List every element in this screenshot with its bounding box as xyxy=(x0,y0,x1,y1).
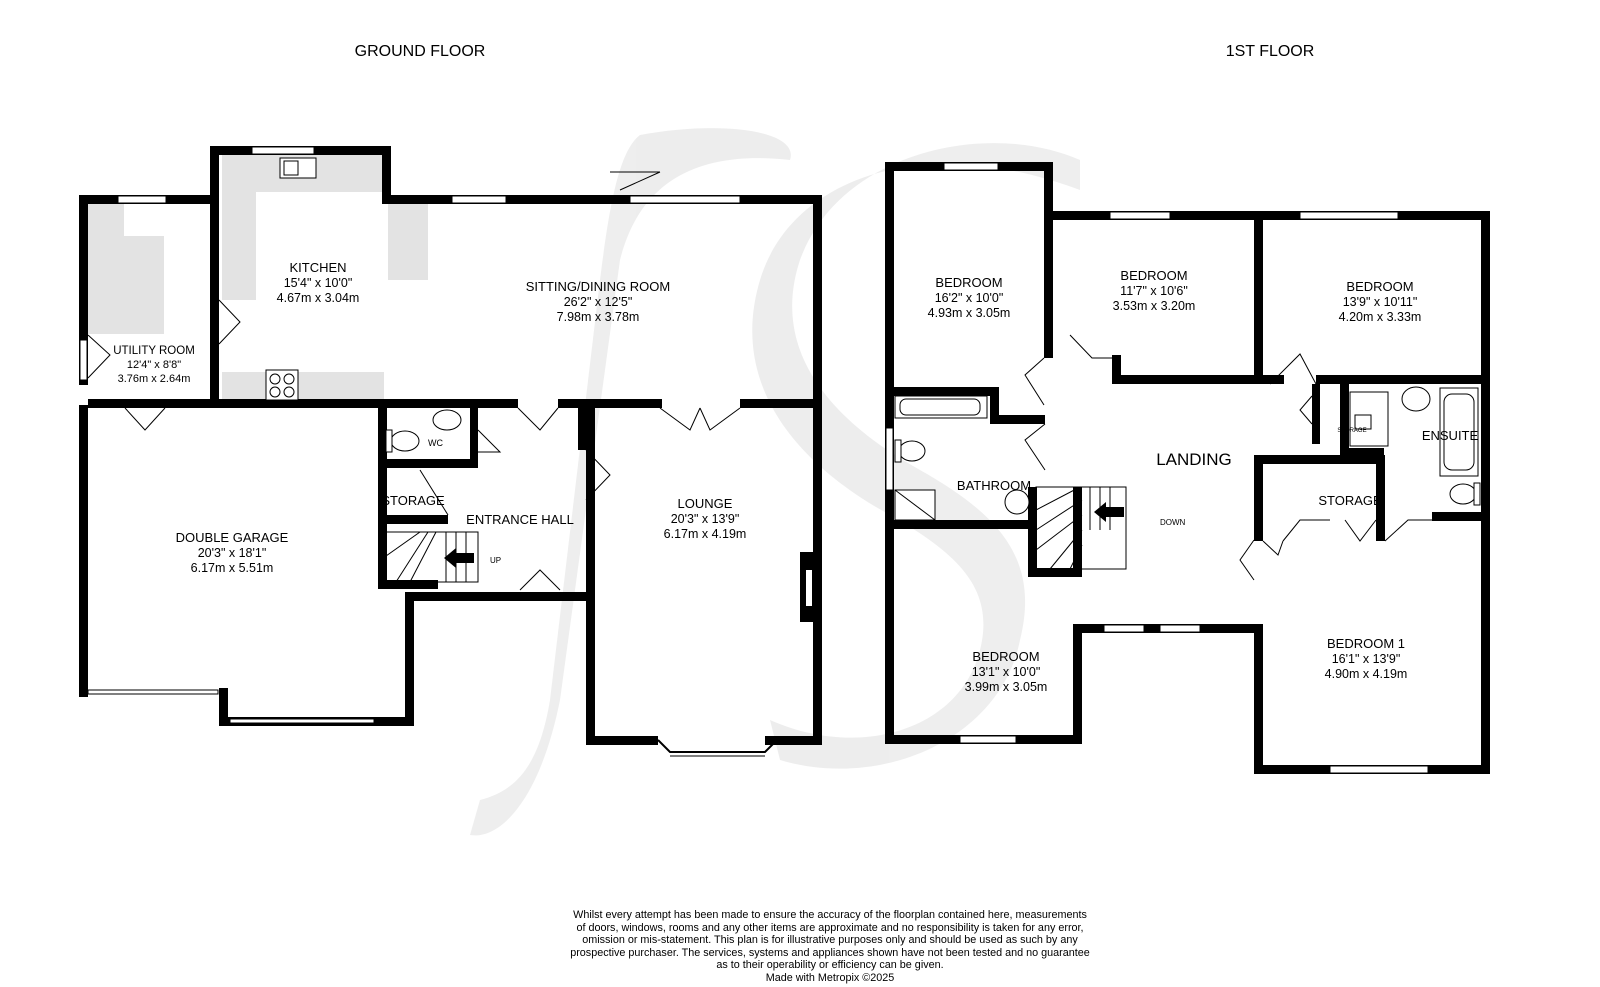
room-dimensions-imperial: 13'1" x 10'0" xyxy=(971,665,1041,679)
kitchen-sink-icon xyxy=(280,158,316,178)
ensuite-basin-icon xyxy=(1402,387,1430,411)
first-floor-plan xyxy=(885,162,1490,774)
room-dimensions-imperial: 11'7" x 10'6" xyxy=(1120,284,1188,298)
room-dimensions-metric: 3.53m x 3.20m xyxy=(1112,299,1196,313)
room-bedroom-a xyxy=(928,275,1011,320)
disclaimer-line: Whilst every attempt has been made to ensure the accuracy of the floorplan contained here, measurements xyxy=(573,909,1087,921)
ensuite-toilet-icon xyxy=(1450,483,1480,505)
room-name: BEDROOM xyxy=(935,275,1003,290)
room-name: LOUNGE xyxy=(677,496,733,511)
ground-floor-title: GROUND FLOOR xyxy=(354,43,486,60)
room-dimensions-metric: 4.93m x 3.05m xyxy=(927,306,1011,320)
room-name: DOUBLE GARAGE xyxy=(175,530,289,545)
bath-icon xyxy=(895,396,987,418)
room-name: KITCHEN xyxy=(289,260,347,275)
room-double-garage xyxy=(176,530,289,575)
ensuite-label: ENSUITE xyxy=(1421,428,1479,443)
room-dimensions-metric: 6.17m x 5.51m xyxy=(190,561,274,575)
room-bedroom-1 xyxy=(1325,636,1408,681)
room-dimensions-imperial: 16'1" x 13'9" xyxy=(1331,652,1401,666)
room-dimensions-metric: 6.17m x 4.19m xyxy=(663,527,747,541)
room-name: BEDROOM xyxy=(1120,268,1188,283)
room-dimensions-imperial: 15'4" x 10'0" xyxy=(283,276,353,290)
room-dimensions-imperial: 13'9" x 10'11" xyxy=(1342,295,1418,309)
wc-basin-icon xyxy=(433,410,461,430)
storage-label: STORAGE xyxy=(381,493,445,508)
hob-icon xyxy=(266,370,298,400)
room-name: SITTING/DINING ROOM xyxy=(525,279,671,294)
room-name: BEDROOM 1 xyxy=(1326,636,1406,651)
ensuite-shower-icon xyxy=(1350,392,1388,446)
disclaimer-line: prospective purchaser. The services, systems and appliances shown have not been tested and no guarantee xyxy=(570,946,1090,959)
ground-floor-plan xyxy=(79,146,822,756)
room-dimensions-imperial: 20'3" x 18'1" xyxy=(197,546,267,560)
room-dimensions-metric: 4.20m x 3.33m xyxy=(1338,310,1422,324)
room-name: BEDROOM xyxy=(972,649,1040,664)
room-dimensions-metric: 7.98m x 3.78m xyxy=(556,310,640,324)
storage-small-label: STORAGE xyxy=(1337,428,1367,434)
shower-icon xyxy=(895,490,935,520)
up-label: UP xyxy=(490,556,502,565)
room-name: BEDROOM xyxy=(1346,279,1414,294)
metropix-credit: Made with Metropix ©2025 xyxy=(765,971,895,984)
disclaimer-line: of doors, windows, rooms and any other items are approximate and no responsibility is taken for any error, xyxy=(576,921,1084,934)
room-name: UTILITY ROOM xyxy=(113,345,195,357)
landing-label: LANDING xyxy=(1156,450,1232,469)
first-floor-title: 1ST FLOOR xyxy=(1225,43,1315,60)
entrance-hall-label: ENTRANCE HALL xyxy=(466,512,574,527)
room-dimensions-imperial: 20'3" x 13'9" xyxy=(670,512,740,526)
room-utility xyxy=(113,345,195,385)
up-arrow-icon xyxy=(444,548,474,568)
room-dimensions-imperial: 26'2" x 12'5" xyxy=(563,295,633,309)
wc-toilet-icon xyxy=(386,430,419,452)
bathroom-toilet-icon xyxy=(895,440,925,462)
room-dimensions-imperial: 12'4" x 8'8" xyxy=(126,359,182,371)
room-bedroom-d xyxy=(965,649,1048,694)
room-kitchen xyxy=(277,260,360,305)
down-arrow-icon xyxy=(1094,502,1124,522)
room-lounge xyxy=(664,496,747,541)
room-sitting-dining xyxy=(526,279,670,324)
disclaimer xyxy=(520,909,1140,984)
disclaimer-line: omission or mis-statement. This plan is for illustrative purposes only and should be used as such by any xyxy=(582,934,1078,946)
wc-label: WC xyxy=(428,438,443,448)
room-bedroom-c xyxy=(1339,279,1422,324)
storage-label: STORAGE xyxy=(1318,493,1382,508)
room-dimensions-metric: 4.67m x 3.04m xyxy=(276,291,360,305)
disclaimer-line: as to their operability or efficiency can be given. xyxy=(716,959,944,971)
room-dimensions-metric: 3.76m x 2.64m xyxy=(117,373,191,385)
room-bedroom-b xyxy=(1113,268,1196,313)
down-label: DOWN xyxy=(1160,518,1186,527)
room-dimensions-metric: 4.90m x 4.19m xyxy=(1324,667,1408,681)
room-dimensions-metric: 3.99m x 3.05m xyxy=(964,680,1048,694)
bathroom-label: BATHROOM xyxy=(956,478,1032,493)
room-dimensions-imperial: 16'2" x 10'0" xyxy=(934,291,1004,305)
bathroom-basin-icon xyxy=(1005,490,1029,514)
